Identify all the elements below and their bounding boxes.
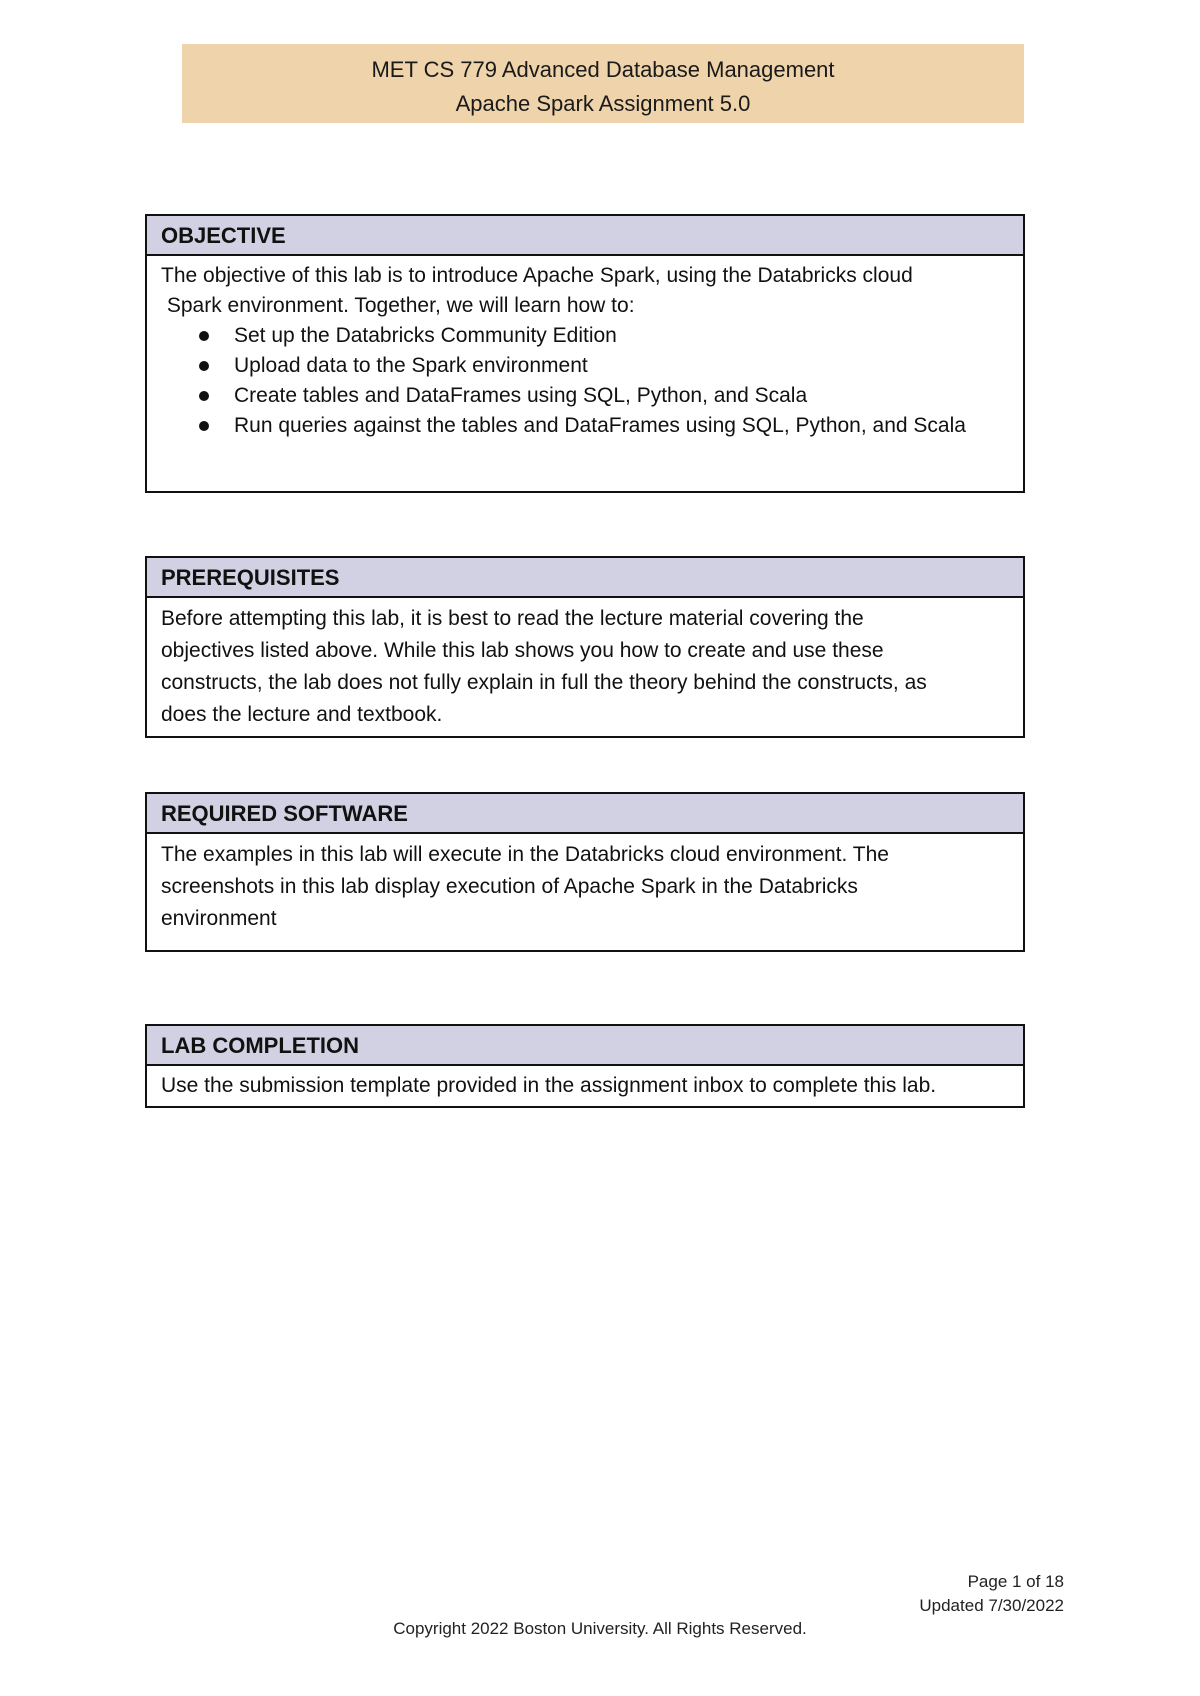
list-item-text: Create tables and DataFrames using SQL, Python, and Scala [234, 384, 808, 407]
software-line: The examples in this lab will execute in the Databricks cloud environment. The [161, 843, 889, 866]
list-item [161, 381, 1009, 411]
prerequisites-line: Before attempting this lab, it is best to read the lecture material covering the [161, 607, 864, 630]
software-line: environment [161, 907, 277, 930]
objective-list [161, 321, 1009, 441]
updated-date: Updated 7/30/2022 [919, 1596, 1064, 1615]
software-line: screenshots in this lab display execution of Apache Spark in the Databricks [161, 875, 858, 898]
assignment-title: Apache Spark Assignment 5.0 [455, 91, 751, 116]
objective-intro-line-2: Spark environment. Together, we will learn how to: [161, 294, 635, 317]
list-item-text: Run queries against the tables and DataFrames using SQL, Python, and Scala [234, 414, 966, 437]
bullet-icon [199, 421, 209, 431]
objective-heading: OBJECTIVE [147, 216, 1023, 256]
course-title: MET CS 779 Advanced Database Management [371, 57, 835, 82]
prerequisites-line: objectives listed above. While this lab shows you how to create and use these [161, 639, 884, 662]
prerequisites-line: constructs, the lab does not fully explain in full the theory behind the constructs, as [161, 671, 927, 694]
bullet-icon [199, 331, 209, 341]
list-item-text: Set up the Databricks Community Edition [234, 324, 617, 347]
objective-intro-line-1: The objective of this lab is to introduce Apache Spark, using the Databricks cloud [161, 264, 913, 287]
required-software-section [145, 792, 1025, 952]
page-footer-info [919, 1570, 1064, 1618]
prerequisites-line: does the lecture and textbook. [161, 703, 443, 726]
prerequisites-section [145, 556, 1025, 738]
completion-text: Use the submission template provided in the assignment inbox to complete this lab. [161, 1074, 937, 1097]
list-item-text: Upload data to the Spark environment [234, 354, 588, 377]
objective-body [147, 256, 1023, 441]
lab-completion-section [145, 1024, 1025, 1108]
required-software-body [147, 834, 1023, 935]
lab-completion-body [147, 1066, 1023, 1101]
lab-completion-heading: LAB COMPLETION [147, 1026, 1023, 1066]
page-number: Page 1 of 18 [967, 1572, 1064, 1591]
required-software-heading: REQUIRED SOFTWARE [147, 794, 1023, 834]
prerequisites-body [147, 598, 1023, 731]
list-item [161, 321, 1009, 351]
bullet-icon [199, 361, 209, 371]
objective-section [145, 214, 1025, 493]
bullet-icon [199, 391, 209, 401]
copyright-notice: Copyright 2022 Boston University. All Rights Reserved. [393, 1619, 807, 1638]
list-item [161, 411, 1009, 441]
list-item [161, 351, 1009, 381]
document-header [182, 44, 1024, 123]
prerequisites-heading: PREREQUISITES [147, 558, 1023, 598]
